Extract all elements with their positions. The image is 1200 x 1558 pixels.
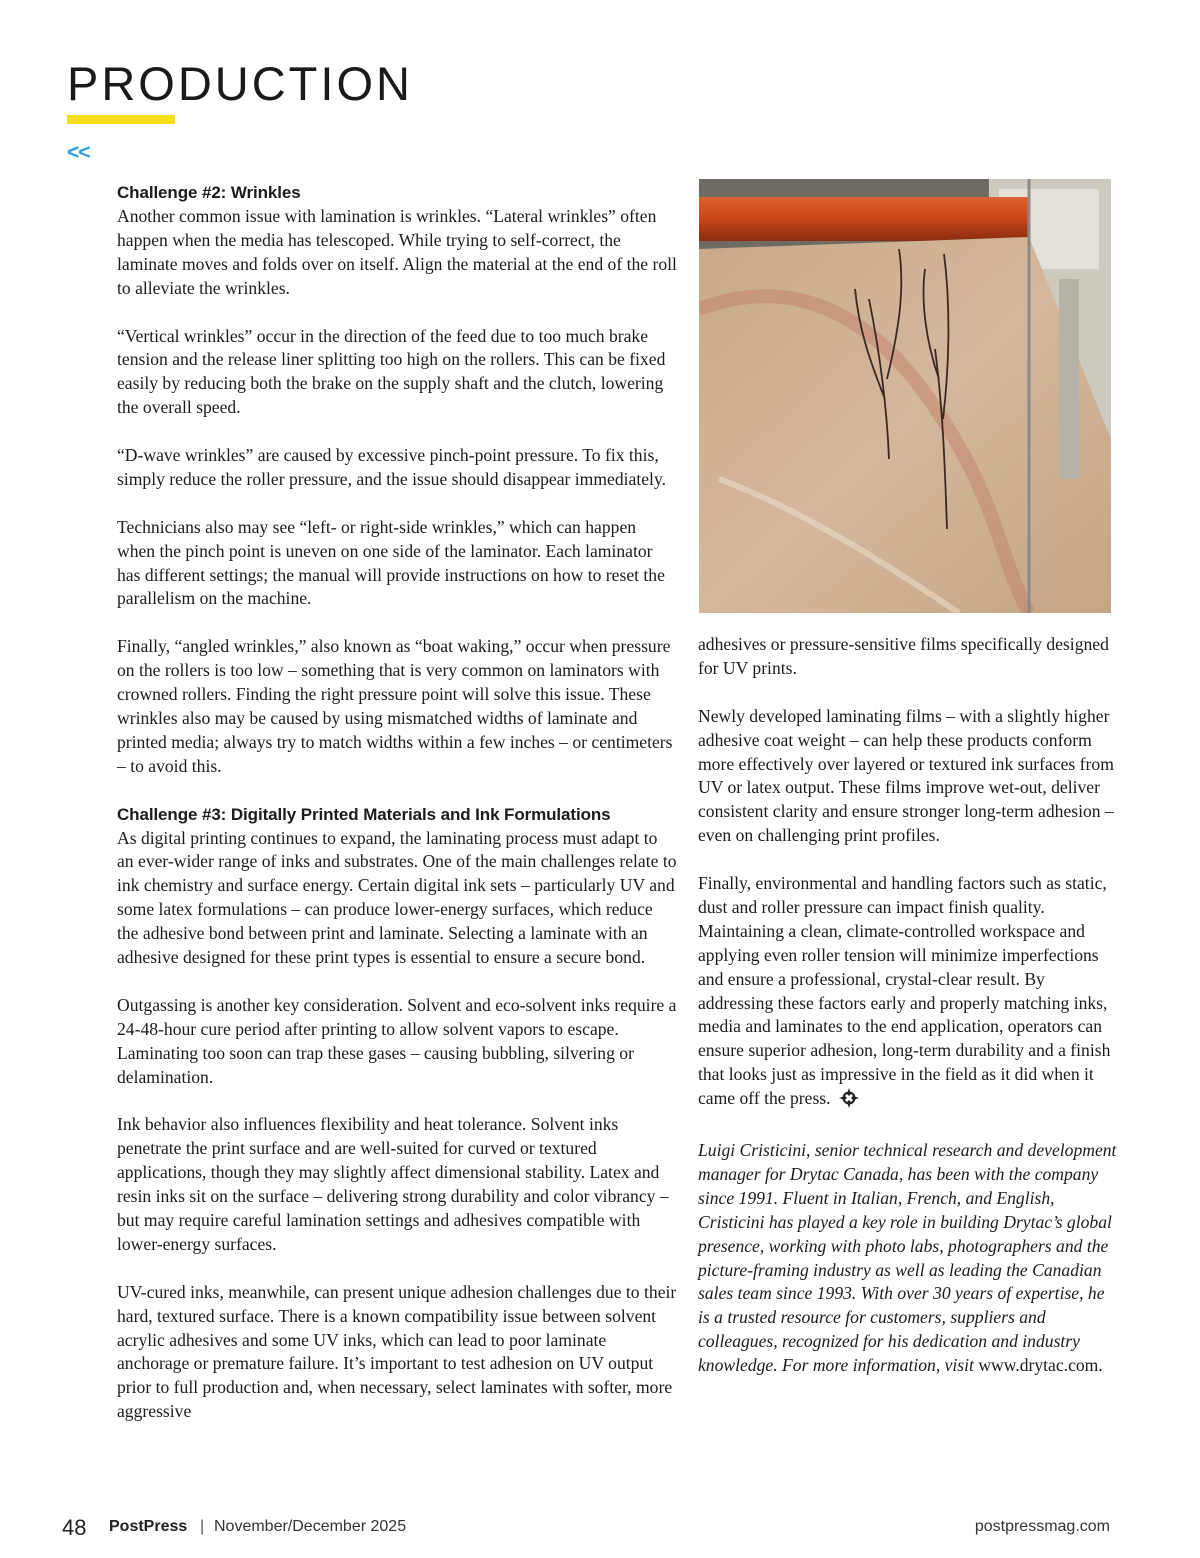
paragraph: Another common issue with lamination is wrinkles. “Lateral wrinkles” often happen when the media has telescoped. While trying to self-correct, the laminate moves and folds over on itself. Align the material at the end of the roll to alleviate the wrinkles. bbox=[117, 206, 677, 298]
article-end-icon bbox=[839, 1088, 859, 1115]
website-link[interactable]: postpressmag.com bbox=[974, 1518, 1110, 1535]
paragraph-text: Finally, environmental and handling factors such as static, dust and roller pressure can impact finish quality. Maintaining a clean, climate-controlled workspace and applying even roller tension will minimize imperfections and ensure a professional, crystal-clear result. By addressing these factors early and properly matching inks, media and laminates to the end application, operators can ensure superior adhesion, long-term durability and a finish that looks just as impressive in the field as it did when it came off the press. bbox=[698, 873, 1111, 1109]
page-number: 48 bbox=[62, 1515, 87, 1540]
paragraph: “D-wave wrinkles” are caused by excessive pinch-point pressure. To fix this, simply reduce the roller pressure, and the issue should disappear immediately. bbox=[117, 445, 666, 489]
paragraph: Outgassing is another key consideration. Solvent and eco-solvent inks require a 24-48-hour cure period after printing to allow solvent vapors to escape. Laminating too soon can trap these gases – causing bubbling, silvering or delamination. bbox=[117, 994, 677, 1087]
paragraph: As digital printing continues to expand, the laminating process must adapt to an ever-wider range of inks and substrates. One of the main challenges relate to ink chemistry and surface energy. Certain digital ink sets – particularly UV and some latex formulations – can produce lower-energy surfaces, which reduce the adhesive bond between print and laminate. Selecting a laminate with an adhesive designed for these print types is essential to ensure a secure bond. bbox=[117, 827, 677, 968]
challenge-3-heading: Challenge #3: Digitally Printed Materials and Ink Formulations bbox=[117, 804, 611, 824]
paragraph: Finally, “angled wrinkles,” also known as “boat waking,” occur when pressure on the rollers is too low – something that is very common on laminators with crowned rollers. Finding the right pressure point will solve this issue. These wrinkles also may be caused by using mismatched widths of laminate and printed media; always try to match widths within a few inches – or centimeters – to avoid this. bbox=[117, 636, 673, 776]
paragraph: Ink behavior also influences flexibility and heat tolerance. Solvent inks penetrate the print surface and are well-suited for curved or textured applications, though they may slightly affect dimensional stability. Latex and resin inks sit on the surface – delivering strong durability and color vibrancy – but may require careful lamination settings and adhesives compatible with lower-energy surfaces. bbox=[117, 1114, 669, 1254]
section-title: PRODUCTION bbox=[67, 57, 413, 110]
right-column bbox=[698, 633, 1118, 1378]
issue-date: November/December 2025 bbox=[214, 1518, 407, 1535]
paragraph bbox=[698, 872, 1118, 1115]
paragraph: adhesives or pressure-sensitive films specifically designed for UV prints. bbox=[698, 634, 1109, 678]
left-column bbox=[117, 181, 677, 1424]
paragraph: Technicians also may see “left- or right-side wrinkles,” which can happen when the pinch point is uneven on one side of the laminator. Each laminator has different settings; the manual will provide instructions on how to reset the parallelism on the machine. bbox=[117, 516, 665, 609]
bio-text: Luigi Cristicini, senior technical research and development manager for Drytac Canada, has been with the company since 1991. Fluent in Italian, French, and English, Cristicini has played a key role in building Drytac’s global presence, working with photo labs, photographers and the picture-framing industry as well as leading the Canadian sales team since 1993. With over 30 years of expertise, he is a trusted resource for customers, suppliers and colleagues, recognized for his dedication and industry knowledge. For more information, visit bbox=[698, 1139, 1117, 1376]
laminator-wrinkles-photo bbox=[699, 179, 1111, 613]
bio-url-link[interactable]: www.drytac.com. bbox=[978, 1355, 1103, 1376]
page-footer bbox=[0, 1515, 1200, 1545]
photo-graphic bbox=[699, 179, 1111, 613]
footer-separator: | bbox=[200, 1518, 205, 1535]
paragraph: Newly developed laminating films – with a slightly higher adhesive coat weight – can help these products conform more effectively over layered or textured ink surfaces from UV or latex output. These films improve wet-out, deliver consistent clarity and ensure stronger long-term adhesion – even on challenging print profiles. bbox=[698, 705, 1114, 846]
paragraph: “Vertical wrinkles” occur in the direction of the feed due to too much brake tension and the release liner splitting too high on the rollers. This can be fixed easily by reducing both the brake on the supply shaft and the clutch, lowering the overall speed. bbox=[117, 325, 666, 418]
challenge-2-heading: Challenge #2: Wrinkles bbox=[117, 183, 301, 202]
title-accent-bar bbox=[67, 115, 175, 124]
back-link[interactable]: << bbox=[67, 141, 90, 164]
magazine-name: PostPress bbox=[109, 1518, 188, 1535]
author-bio bbox=[698, 1139, 1118, 1378]
paragraph: UV-cured inks, meanwhile, can present unique adhesion challenges due to their hard, textured surface. There is a known compatibility issue between solvent acrylic adhesives and some UV inks, which can lead to poor laminate anchorage or premature failure. It’s important to test adhesion on UV output prior to full production and, when necessary, select laminates with softer, more aggressive bbox=[117, 1281, 677, 1422]
